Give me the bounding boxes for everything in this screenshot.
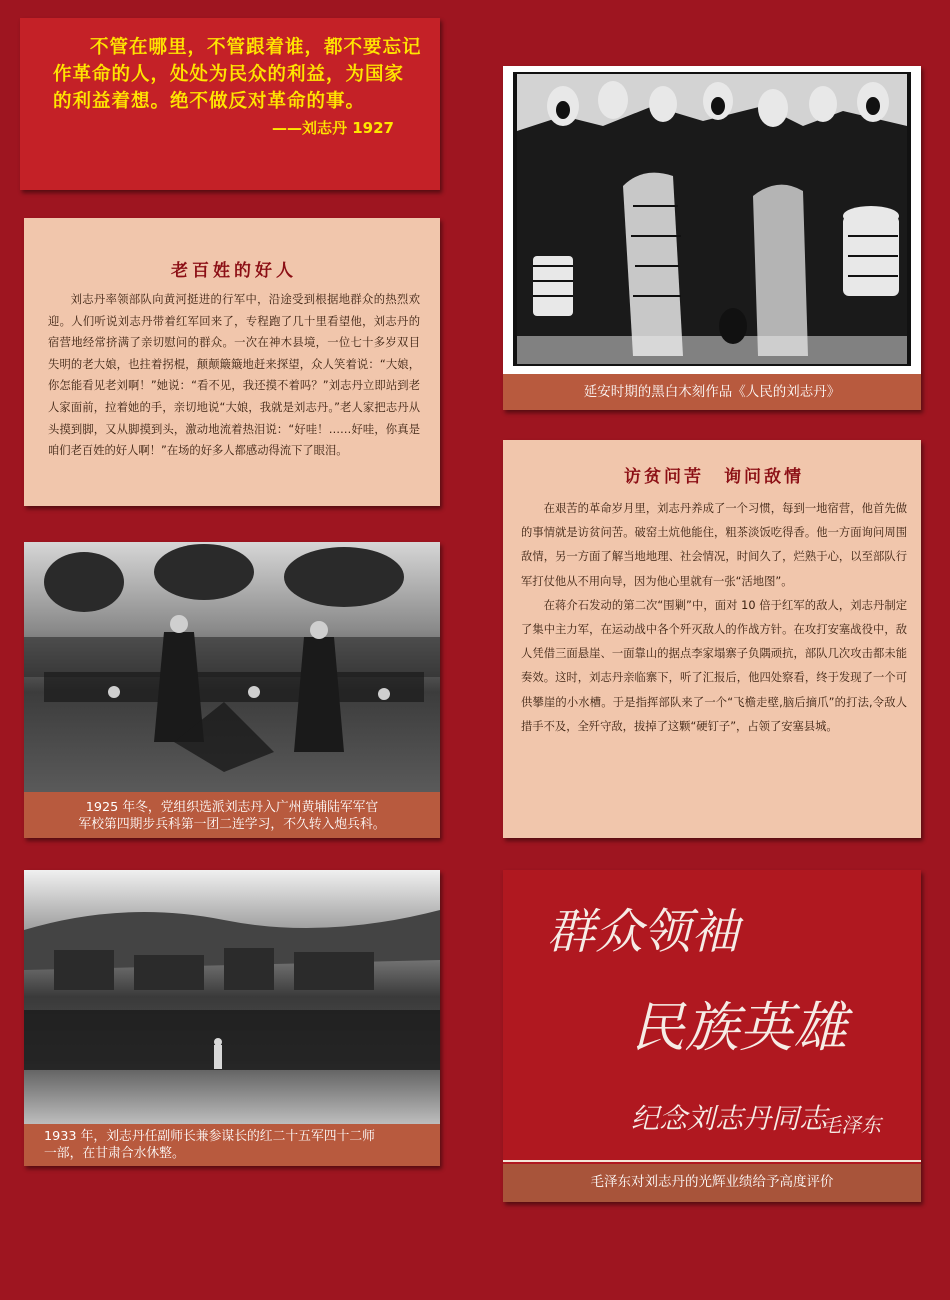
calligraphy-dedication: 纪念刘志丹同志 [631, 1102, 828, 1135]
calligraphy-line2: 民族英雄 [631, 996, 847, 1059]
calligraphy-frame [503, 870, 921, 1162]
story-visit-poor [503, 440, 921, 838]
calligraphy-line1: 群众领袖 [547, 904, 740, 960]
caption-line: 1925 年冬，党组织选派刘志丹入广州黄埔陆军军官 [85, 800, 379, 815]
caption-line: 一部，在甘肃合水休整。 [44, 1146, 185, 1161]
calligraphy-card [503, 870, 921, 1202]
photo-1933-caption [24, 1124, 440, 1166]
story-paragraph: 在蒋介石发动的第二次“围剿”中，面对 10 倍于红军的敌人，刘志丹制定了集中主力军，在运动战中各个歼灭敌人的作战方针。在攻打安塞战役中，敌人凭借三面悬崖、一面靠山的据点李家塌寨子负隅顽抗，部队几次攻击都未能奏效。这时，刘志丹亲临寨下，听了汇报后，他四处察看，终于发现了一个可供攀崖的小水槽。于是指挥部队来了一个“飞檐走壁,脑后摘爪”的打法,令敌人措手不及，全歼守敌，拔掉了这颗“硬钉子”，占领了安塞县城。 [521, 598, 907, 733]
caption-line: 军校第四期步兵科第一团二连学习，不久转入炮兵科。 [78, 817, 386, 832]
story-title: 访贫问苦 询问敌情 [624, 467, 804, 487]
story-paragraph: 在艰苦的革命岁月里，刘志丹养成了一个习惯，每到一地宿营，他首先做的事情就是访贫问苦。破窑土炕他能住，粗茶淡饭吃得香。他一方面询问周围敌情，另一方面了解当地地理、社会情况，时间久了，烂熟于心，以至部队行军打仗他从不用向导，因为他心里就有一张“活地图”。 [521, 502, 907, 588]
caption-line: 1933 年，刘志丹任副师长兼参谋长的红二十五军四十二师 [44, 1129, 375, 1144]
photo-1925-caption [24, 792, 440, 838]
woodcut-card [503, 66, 921, 410]
photo-1925-image [24, 542, 440, 792]
quote-box [20, 18, 440, 190]
story-good-man [24, 218, 440, 506]
calligraphy-caption: 毛泽东对刘志丹的光辉业绩给予高度评价 [503, 1164, 921, 1202]
story-paragraph: 刘志丹率领部队向黄河挺进的行军中，沿途受到根据地群众的热烈欢迎。人们听说刘志丹带着红军回来了，专程跑了几十里看望他，刘志丹的宿营地经常挤满了亲切慰问的群众。一次在神木县境，一位七十多岁双目失明的老大娘，也拄着拐棍，颠颠簸簸地赶来探望，众人笑着说：“大娘，你怎能看见老刘啊！”她说：“看不见，我还摸不着吗？”刘志丹立即站到老人家面前，拉着她的手，亲切地说“大娘，我就是刘志丹。”老人家把志丹从头摸到脚，又从脚摸到头，激动地流着热泪说：“好哇！……好哇，你真是咱们老百姓的好人啊！”在场的好多人都感动得流下了眼泪。 [48, 293, 420, 458]
photo-1925-card [24, 542, 440, 838]
calligraphy-signature: 毛泽东 [821, 1113, 881, 1137]
photo-1933-card [24, 870, 440, 1166]
woodcut-caption: 延安时期的黑白木刻作品《人民的刘志丹》 [503, 374, 921, 410]
woodcut-image [503, 66, 921, 372]
story-title: 老百姓的好人 [171, 261, 297, 281]
quote-attribution: ——刘志丹 1927 [272, 119, 394, 137]
photo-1933-image [24, 870, 440, 1124]
quote-text: 不管在哪里，不管跟着谁，都不要忘记作革命的人，处处为民众的利益，为国家的利益着想。绝不做反对革命的事。 [53, 37, 422, 112]
